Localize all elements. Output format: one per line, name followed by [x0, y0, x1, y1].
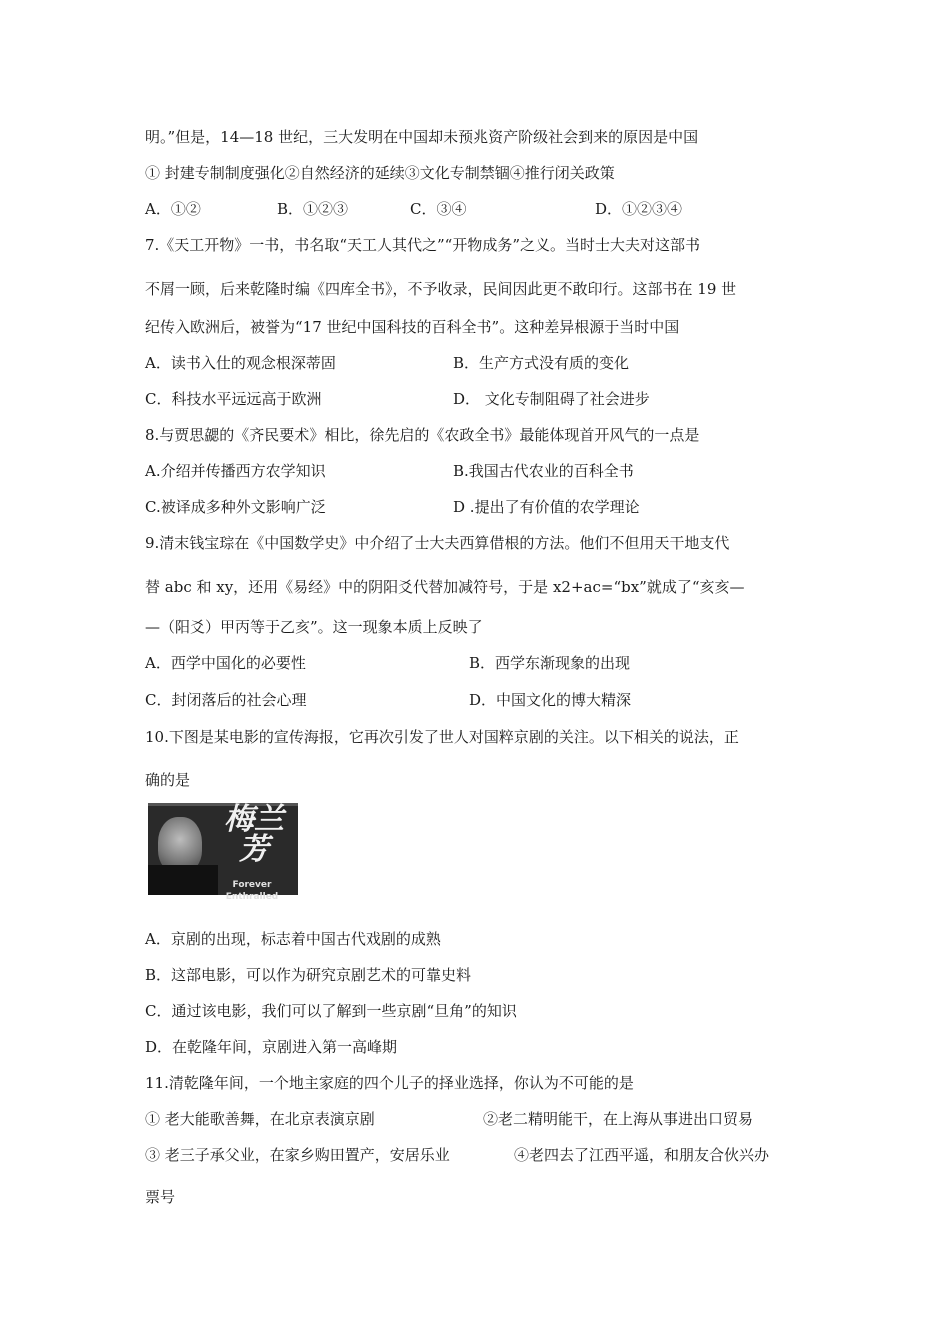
- q11-statement-1: ① 老大能歌善舞，在北京表演京剧: [145, 1110, 375, 1128]
- q7-stem-line1: 7.《天工开物》一书，书名取“天工人其代之”“开物成务”之义。当时士大夫对这部书: [145, 236, 700, 254]
- q9-option-a: A．西学中国化的必要性: [145, 654, 306, 672]
- q11-statement-4: ④老四去了江西平遥，和朋友合伙兴办: [514, 1146, 770, 1164]
- q9-stem-line2: 替 abc 和 xy，还用《易经》中的阴阳爻代替加减符号，于是 x2+ac=“bx”就成了“亥亥—: [145, 578, 745, 596]
- q6-statements: ① 封建专制制度强化②自然经济的延续③文化专制禁锢④推行闭关政策: [145, 164, 615, 182]
- q7-stem-line3: 纪传入欧洲后，被誉为“17 世纪中国科技的百科全书”。这种差异根源于当时中国: [145, 318, 680, 336]
- q6-option-b: B．①②③: [277, 200, 349, 218]
- q10-stem-line2: 确的是: [145, 771, 191, 789]
- q7-option-b: B．生产方式没有质的变化: [453, 354, 630, 372]
- q7-stem-line2: 不屑一顾，后来乾隆时编《四库全书》，不予收录，民间因此更不敢印行。这部书在 19 世: [145, 280, 737, 298]
- q6-option-c: C．③④: [410, 200, 467, 218]
- q10-option-b: B．这部电影，可以作为研究京剧艺术的可靠史料: [145, 966, 472, 984]
- q9-stem-line1: 9.清末钱宝琮在《中国数学史》中介绍了士大夫西算借根的方法。他们不但用天干地支代: [145, 534, 730, 552]
- q7-option-d: D． 文化专制阻碍了社会进步: [453, 390, 650, 408]
- q10-stem-line1: 10.下图是某电影的宣传海报，它再次引发了世人对国粹京剧的关注。以下相关的说法，正: [145, 728, 739, 746]
- q5-stem-continuation: 明。”但是，14—18 世纪，三大发明在中国却未预兆资产阶级社会到来的原因是中国: [145, 128, 699, 146]
- q9-stem-line3: —（阳爻）甲丙等于乙亥”。这一现象本质上反映了: [145, 618, 483, 636]
- q8-stem: 8.与贾思勰的《齐民要术》相比，徐先启的《农政全书》最能体现首开风气的一点是: [145, 426, 700, 444]
- q11-statement-2: ②老二精明能干，在上海从事进出口贸易: [483, 1110, 754, 1128]
- q10-option-a: A．京剧的出现，标志着中国古代戏剧的成熟: [145, 930, 441, 948]
- q6-option-a: A．①②: [145, 200, 201, 218]
- q7-option-a: A．读书入仕的观念根深蒂固: [145, 354, 336, 372]
- poster-title: 梅兰芳: [224, 802, 284, 867]
- q11-stem: 11.清乾隆年间，一个地主家庭的四个儿子的择业选择，你认为不可能的是: [145, 1074, 634, 1092]
- q10-option-d: D．在乾隆年间，京剧进入第一高峰期: [145, 1038, 398, 1056]
- q9-option-c: C．封闭落后的社会心理: [145, 691, 307, 709]
- q8-option-a: A.介绍并传播西方农学知识: [145, 462, 326, 480]
- q7-option-c: C．科技水平远远高于欧洲: [145, 390, 322, 408]
- q10-option-c: C．通过该电影，我们可以了解到一些京剧“旦角”的知识: [145, 1002, 517, 1020]
- q8-option-c: C.被译成多种外文影响广泛: [145, 498, 326, 516]
- movie-poster-image: [148, 802, 298, 902]
- q9-option-b: B．西学东渐现象的出现: [469, 654, 631, 672]
- q6-option-d: D．①②③④: [595, 200, 683, 218]
- poster-subtitle: Forever Enthralled: [225, 880, 279, 902]
- q11-statement-3: ③ 老三子承父业，在家乡购田置产，安居乐业: [145, 1146, 450, 1164]
- q8-option-d: D .提出了有价值的农学理论: [453, 498, 640, 516]
- q9-option-d: D．中国文化的博大精深: [469, 691, 632, 709]
- q8-option-b: B.我国古代农业的百科全书: [453, 462, 634, 480]
- q11-statement-4-continuation: 票号: [145, 1188, 176, 1206]
